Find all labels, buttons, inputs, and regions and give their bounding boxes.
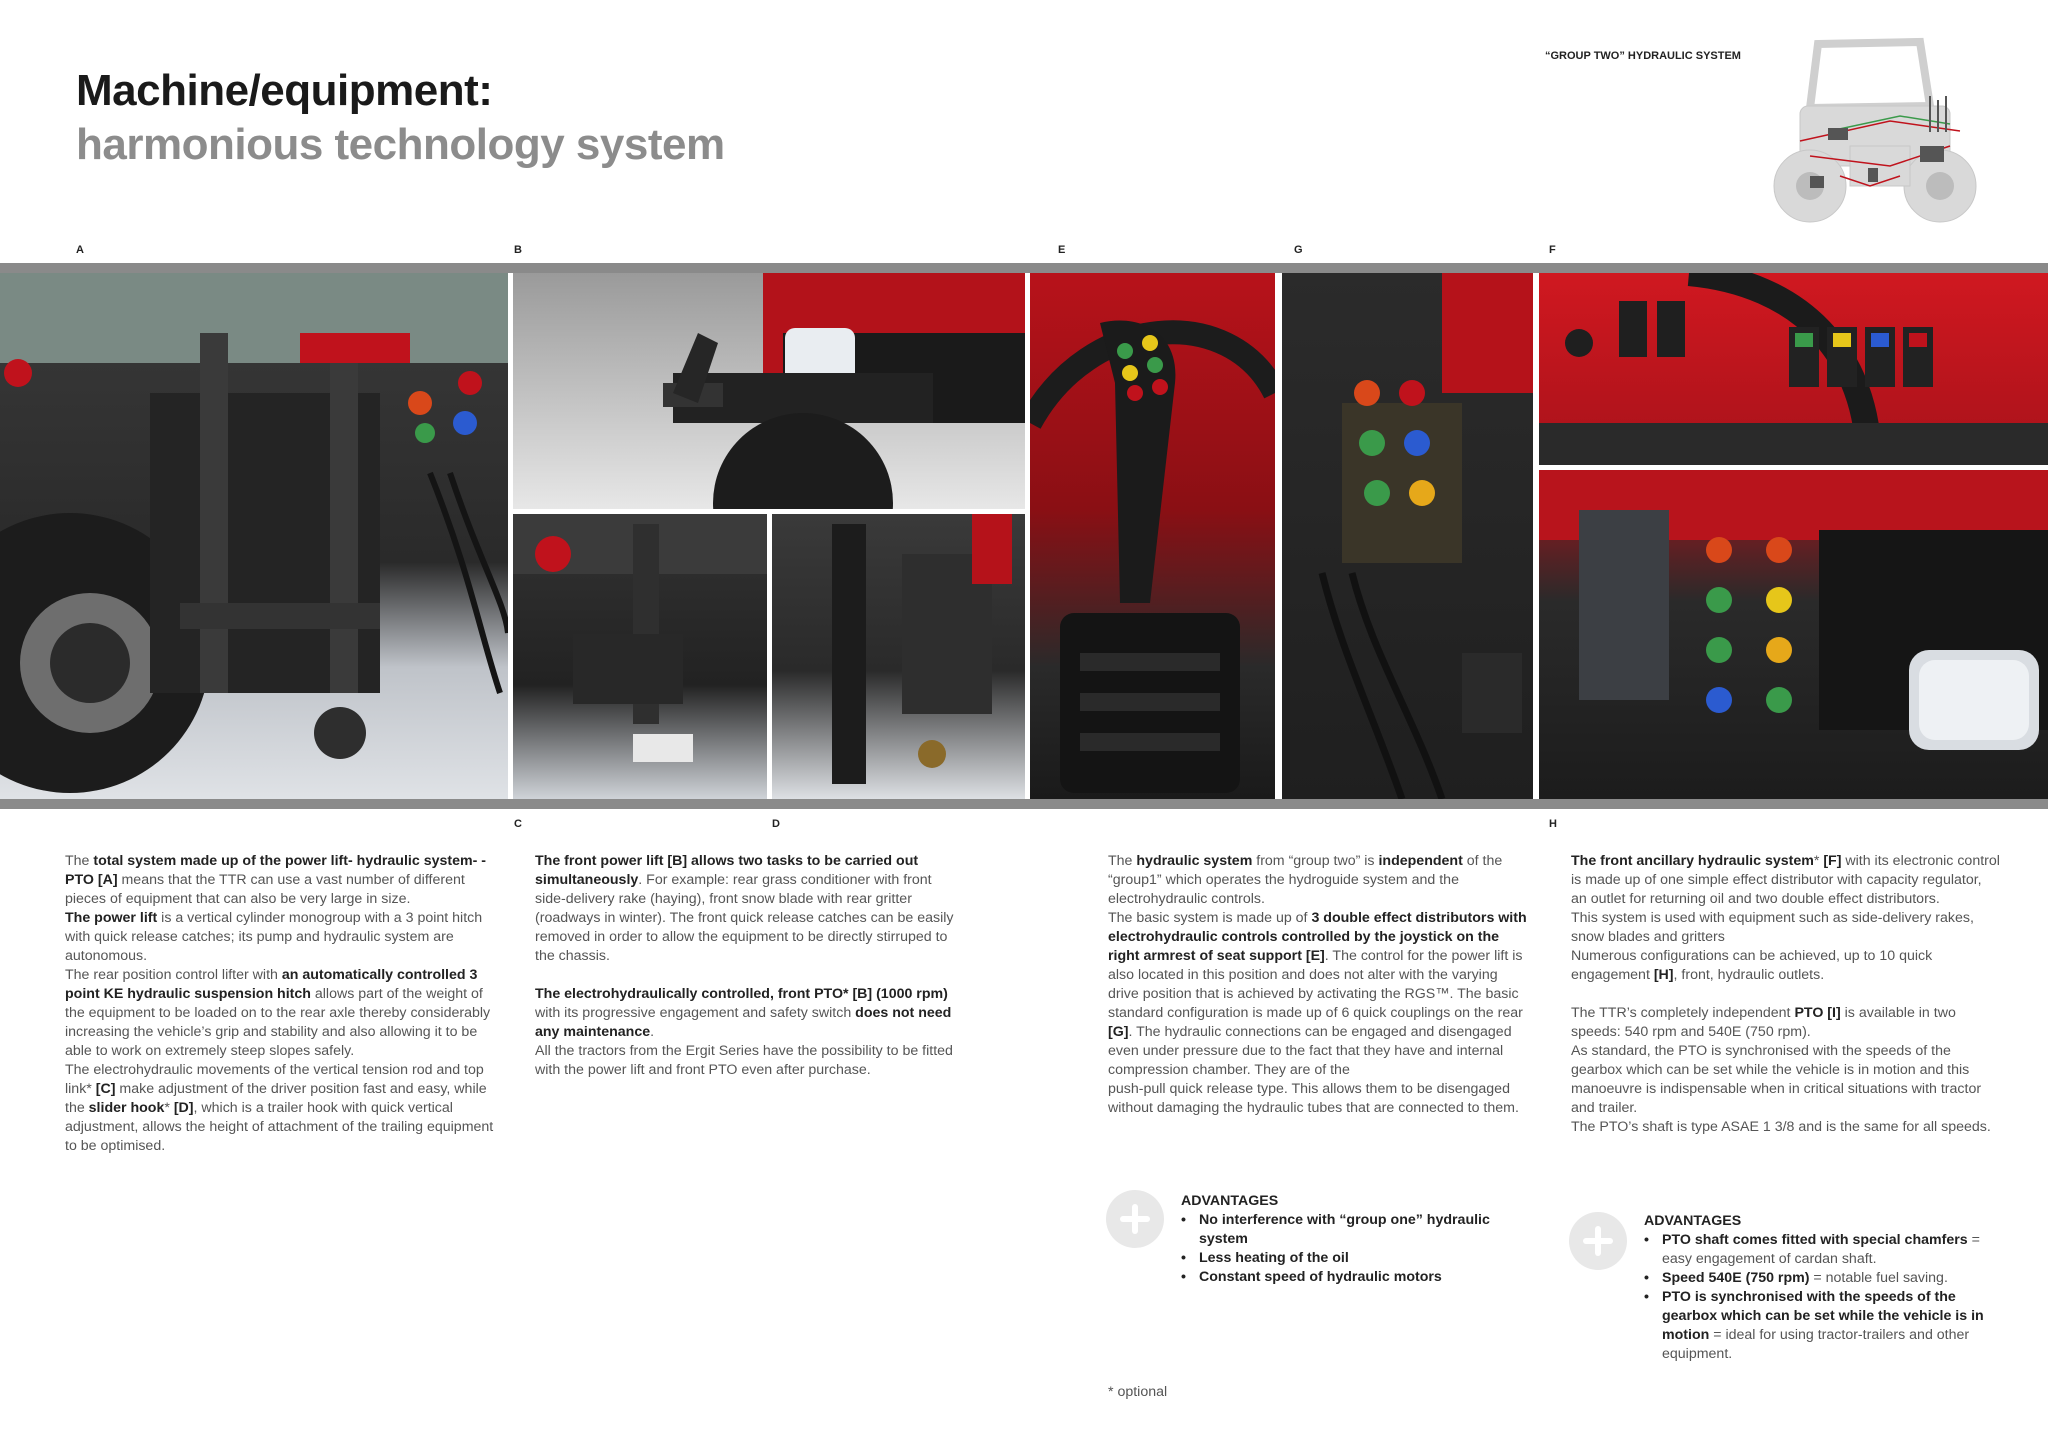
- photo-rear-power-lift: [0, 273, 508, 799]
- advantage-item: • Constant speed of hydraulic motors: [1181, 1268, 1511, 1287]
- top-band: [0, 263, 2048, 273]
- photo-label-g: G: [1294, 244, 1303, 256]
- tractor-hydraulic-diagram: [1770, 36, 1980, 236]
- footnote-optional: * optional: [1108, 1384, 1168, 1400]
- hydraulic-diagram-label: “GROUP TWO” HYDRAULIC SYSTEM: [1545, 50, 1741, 62]
- advantages-list: [1181, 1211, 1511, 1287]
- advantages-heading: ADVANTAGES: [1644, 1213, 1742, 1229]
- advantage-item: • PTO is synchronised with the speeds of the gearbox which can be set while the vehicle is in motion = ideal for using tractor-trailers and other equipment.: [1644, 1288, 1989, 1364]
- plus-icon: [1106, 1190, 1164, 1248]
- advantages-list: [1644, 1231, 1989, 1364]
- photo-label-e: E: [1058, 244, 1066, 256]
- photo-label-f: F: [1549, 244, 1556, 256]
- page-title: Machine/equipment:: [76, 66, 493, 115]
- advantages-right: [1644, 1212, 1989, 1364]
- photo-label-c: C: [514, 818, 522, 830]
- photo-dashboard-switches: [1539, 273, 2048, 465]
- bottom-band: [0, 799, 2048, 809]
- photo-top-link: [513, 514, 767, 799]
- photo-slider-hook: [772, 514, 1025, 799]
- page-subtitle: harmonious technology system: [76, 120, 725, 169]
- text-column-1: The total system made up of the power lift- hydraulic system- -PTO [A] means that the TTR can use a vast number of different pieces of equipment that can also be very large in size. The power lift is a vertical cylinder monogroup with a 3 point hitch with quick release catches; its pump and hydraulic system are autonomous. The rear position control lifter with an automatically controlled 3 point KE hydraulic suspension hitch allows part of the weight of the equipment to be loaded on to the rear axle thereby considerably increasing the vehicle’s grip and stability and also allowing it to be able to work on extremely steep slopes safely. The electrohydraulic movements of the vertical tension rod and top link* [C] make adjustment of the driver position fast and easy, while the slider hook* [D], which is a trailer hook with quick vertical adjustment, allows the height of attachment of the trailing equipment to be optimised.: [65, 853, 494, 1154]
- text-column-4: The front ancillary hydraulic system* [F] with its electronic control is made up of one simple effect distributor with capacity regulator, an outlet for returning oil and two double effect distributors. This system is used with equipment such as side-delivery rakes, snow blades and gritters Numerous configurations can be achieved, up to 10 quick engagement [H], front, hydraulic outlets. The TTR’s completely independent PTO [I] is available in two speeds: 540 rpm and 540E (750 rpm). As standard, the PTO is synchronised with the speeds of the gearbox which can be set while the vehicle is in motion and this manoeuvre is indispensable when in critical situations with tractor and trailer. The PTO’s shaft is type ASAE 1 3/8 and is the same for all speeds.: [1571, 853, 2000, 1135]
- text-column-3: The hydraulic system from “group two” is independent of the “group1” which operates the hydroguide system and the electrohydraulic controls. The basic system is made up of 3 double effect distributors with electrohydraulic controls controlled by the joystick on the right armrest of seat support [E]. The control for the power lift is also located in this position and does not alter with the varying drive position that is achieved by activating the RGS™. The basic standard configuration is made up of 6 quick couplings on the rear [G]. The hydraulic connections can be engaged and disengaged even under pressure due to the fact that they have and internal compression chamber. They are of the push-pull quick release type. This allows them to be disengaged without damaging the hydraulic tubes that are connected to them.: [1108, 853, 1527, 1116]
- advantages-left: [1181, 1192, 1511, 1287]
- photo-front-power-lift: [513, 273, 1025, 509]
- photo-label-b: B: [514, 244, 522, 256]
- photo-label-d: D: [772, 818, 780, 830]
- advantage-item: • No interference with “group one” hydraulic system: [1181, 1211, 1511, 1249]
- photo-label-h: H: [1549, 818, 1557, 830]
- advantage-item: • PTO shaft comes fitted with special chamfers = easy engagement of cardan shaft.: [1644, 1231, 1989, 1269]
- photo-label-a: A: [76, 244, 84, 256]
- advantage-item: • Less heating of the oil: [1181, 1249, 1511, 1268]
- photo-rear-quick-couplings: [1282, 273, 1533, 799]
- photo-joystick: [1030, 273, 1275, 799]
- advantages-heading: ADVANTAGES: [1181, 1193, 1279, 1209]
- advantage-item: • Speed 540E (750 rpm) = notable fuel saving.: [1644, 1269, 1989, 1288]
- text-column-2: The front power lift [B] allows two tasks to be carried out simultaneously. For example: rear grass conditioner with front side-delivery rake (haying), front snow blade with rear gritter (roadways in winter). The front quick release catches can be easily removed in order to allow the equipment to be directly stirruped to the chassis. The electrohydraulically controlled, front PTO* [B] (1000 rpm) with its progressive engagement and safety switch does not need any maintenance. All the tractors from the Ergit Series have the possibility to be fitted with the power lift and front PTO even after purchase.: [535, 853, 954, 1078]
- plus-icon: [1569, 1212, 1627, 1270]
- photo-front-hydraulic-outlets: [1539, 470, 2048, 799]
